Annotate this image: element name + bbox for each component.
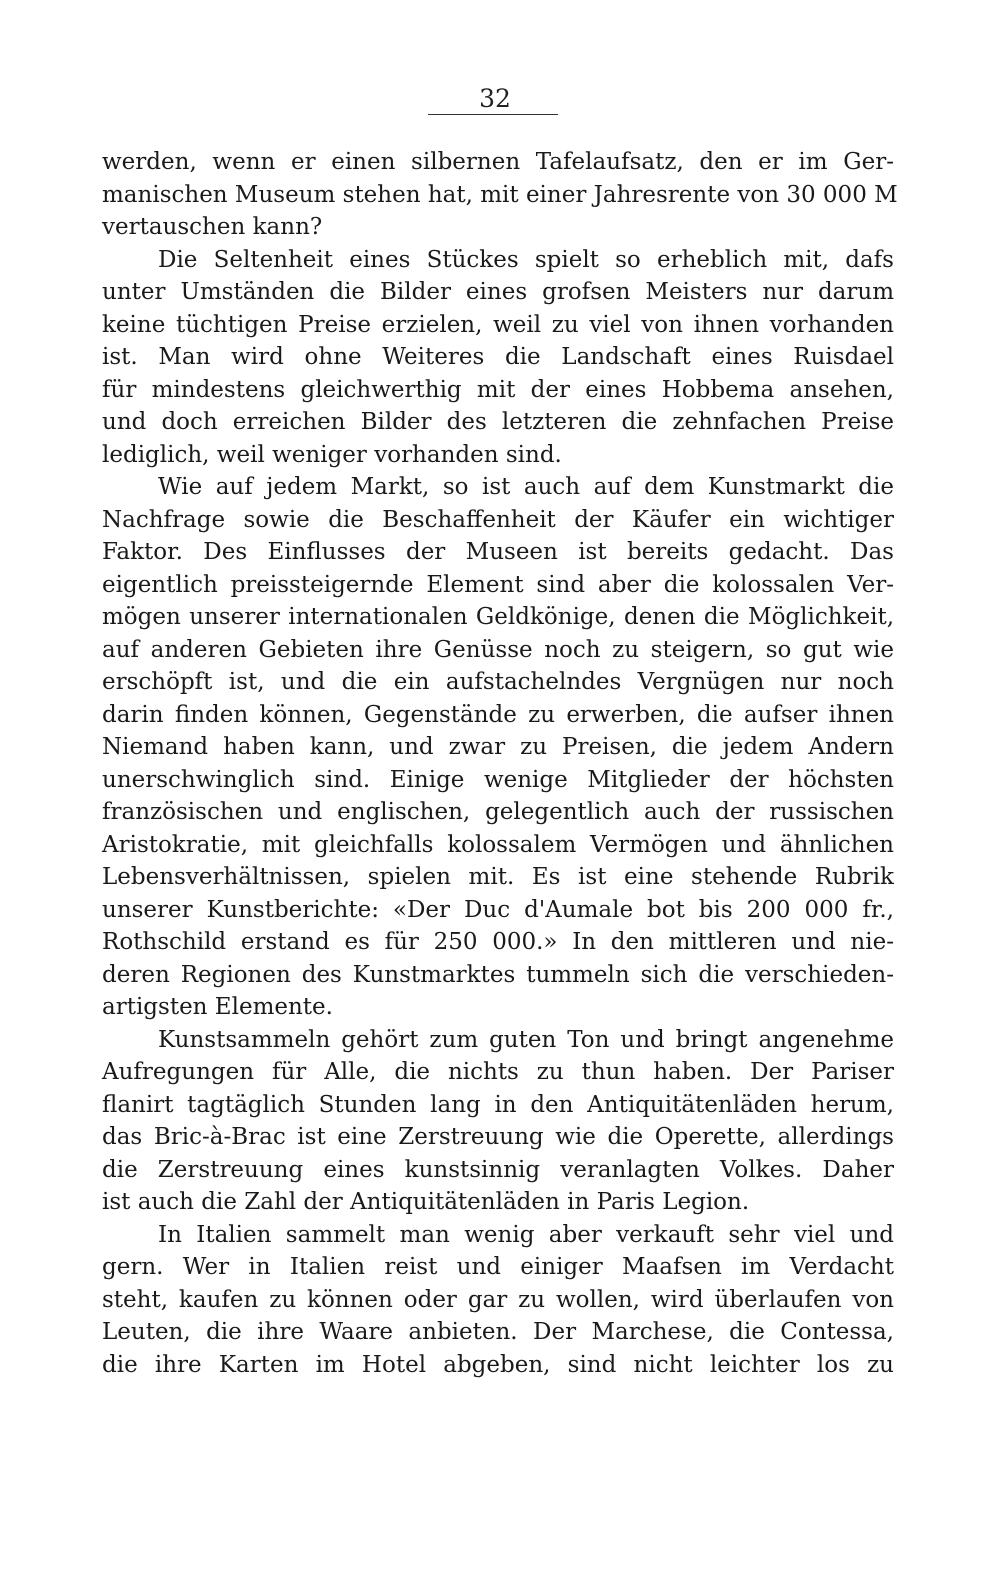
text-line: In Italien sammelt man wenig aber verkauft sehr viel und xyxy=(158,1221,894,1248)
text-line: ist auch die Zahl der Antiquitätenläden in Paris Legion. xyxy=(102,1189,750,1215)
text-line: Die Seltenheit eines Stückes spielt so erheblich mit, dafs xyxy=(158,246,894,273)
text-line: Lebensverhältnissen, spielen mit. Es ist eine stehende Rubrik xyxy=(102,864,894,890)
text-line: steht, kaufen zu können oder gar zu wollen, wird überlaufen von xyxy=(102,1286,894,1313)
text-line: unter Umständen die Bilder eines grofsen Meisters nur darum xyxy=(102,279,894,305)
text-line: Kunstsammeln gehört zum guten Ton und bringt angenehme xyxy=(158,1026,894,1053)
text-line: flanirt tagtäglich Stunden lang in den Antiquitätenläden herum, xyxy=(102,1091,894,1118)
text-line: Rothschild erstand es für 250 000.» In den mittleren und nie- xyxy=(102,929,894,955)
body-text xyxy=(102,146,898,1381)
text-line: für mindestens gleichwerthig mit der eines Hobbema ansehen, xyxy=(102,376,894,403)
text-line: manischen Museum stehen hat, mit einer Jahresrente von 30 000 M xyxy=(102,181,898,208)
text-line: mögen unserer internationalen Geldkönige, denen die Möglichkeit, xyxy=(102,604,894,630)
text-line: unerschwinglich sind. Einige wenige Mitglieder der höchsten xyxy=(102,766,894,793)
text-line: Nachfrage sowie die Beschaffenheit der Käufer ein wichtiger xyxy=(102,506,894,533)
text-line: Aufregungen für Alle, die nichts zu thun haben. Der Pariser xyxy=(102,1059,894,1085)
text-line: eigentlich preissteigernde Element sind aber die kolossalen Ver- xyxy=(102,571,894,598)
text-line: auf anderen Gebieten ihre Genüsse noch zu steigern, so gut wie xyxy=(102,636,894,663)
text-line: die Zerstreuung eines kunstsinnig veranlagten Volkes. Daher xyxy=(102,1156,894,1183)
text-line: Niemand haben kann, und zwar zu Preisen, die jedem Andern xyxy=(102,734,894,760)
page-number-rule xyxy=(428,114,558,115)
text-line: deren Regionen des Kunstmarktes tummeln sich die verschieden- xyxy=(102,961,894,988)
text-line: das Bric-à-Brac ist eine Zerstreuung wie die Operette, allerdings xyxy=(102,1124,894,1150)
text-line: französischen und englischen, gelegentlich auch der russischen xyxy=(102,799,894,825)
text-line: gern. Wer in Italien reist und einiger Maafsen im Verdacht xyxy=(102,1254,894,1280)
text-line: darin finden können, Gegenstände zu erwerben, die aufser ihnen xyxy=(102,701,894,728)
page-number: 32 xyxy=(479,84,511,113)
text-line: Wie auf jedem Markt, so ist auch auf dem Kunstmarkt die xyxy=(158,474,894,500)
text-line: lediglich, weil weniger vorhanden sind. xyxy=(102,441,562,468)
text-line: vertauschen kann? xyxy=(102,214,323,240)
text-line: werden, wenn er einen silbernen Tafelaufsatz, den er im Ger- xyxy=(102,149,894,175)
text-line: artigsten Elemente. xyxy=(102,994,333,1020)
text-line: Leuten, die ihre Waare anbieten. Der Marchese, die Contessa, xyxy=(102,1319,894,1345)
text-line: Aristokratie, mit gleichfalls kolossalem Vermögen und ähnlichen xyxy=(102,831,894,858)
text-line: und doch erreichen Bilder des letzteren die zehnfachen Preise xyxy=(102,409,894,435)
text-line: unserer Kunstberichte: «Der Duc d'Aumale bot bis 200 000 fr., xyxy=(102,896,894,923)
text-line: keine tüchtigen Preise erzielen, weil zu viel von ihnen vorhanden xyxy=(102,311,894,338)
text-line: ist. Man wird ohne Weiteres die Landschaft eines Ruisdael xyxy=(102,344,894,370)
text-line: Faktor. Des Einflusses der Museen ist bereits gedacht. Das xyxy=(102,539,894,565)
text-line: erschöpft ist, und die ein aufstachelndes Vergnügen nur noch xyxy=(102,669,894,695)
text-line: die ihre Karten im Hotel abgeben, sind nicht leichter los zu xyxy=(102,1351,894,1378)
